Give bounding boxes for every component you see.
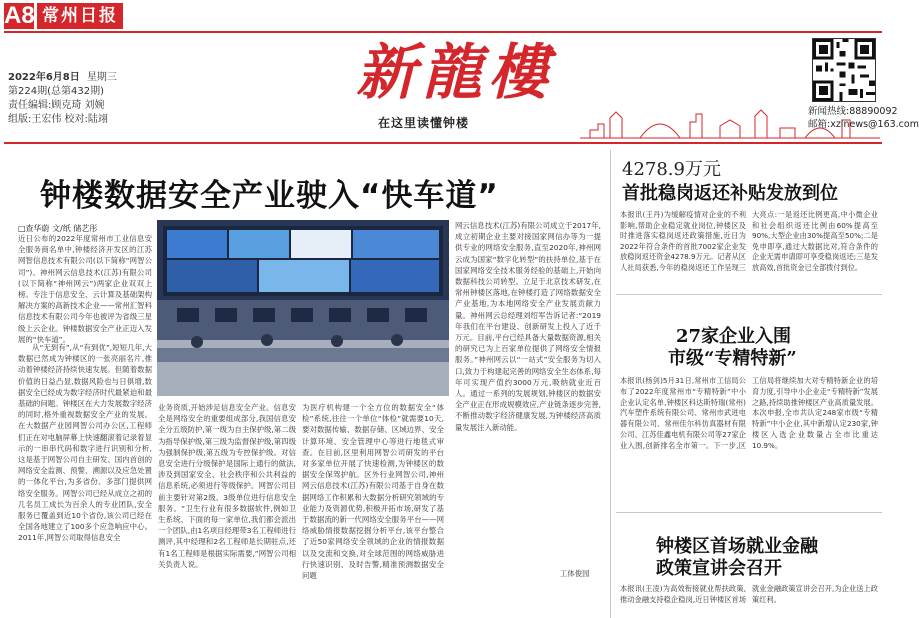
issue-weekday: 星期三 xyxy=(86,72,117,83)
article-end-credit: 工体俊园 xyxy=(560,569,590,578)
newspaper-name: 常州日报 xyxy=(37,3,123,29)
specialized-enterprises-headline-2: 市级“专精特新” xyxy=(668,348,797,369)
right-story-divider-2 xyxy=(616,512,882,513)
control-room-photo xyxy=(157,220,449,396)
masthead-slogan: 在这里读懂钟楼 xyxy=(378,116,470,130)
employment-finance-headline-2: 政策宣讲会召开 xyxy=(656,558,782,579)
issue-date-line xyxy=(8,68,117,83)
right-story-divider-1 xyxy=(616,294,882,295)
issue-date: 2022年6月8日 xyxy=(8,72,80,83)
masthead-divider xyxy=(4,142,882,144)
subsidy-headline: 首批稳岗返还补贴发放到位 xyxy=(622,183,838,204)
article-column-3: 为医疗机构建一个全方位的数据安全“体检”系统,往往一个单位“体检”就需要10天,要对数据传输、数据存储、区域边界、安全计算环境、安全管理中心等进行地毯式审查。在目前,区里利用网智公司研发的平台对多家单位开展了快速检测,为钟楼区的数据安全保驾护航。区外行业网智公司,神州网云信息技术(江苏)有限公司基于自身在数据网络工作积累和大数据分析研究领域的专业能力及资源优势,积极开拓市场,研发了基于数据流的新一代网络安全服务平台——网络威胁情报数据挖掘分析平台,该平台整合了近50家网络安全领域的企业的情报数据以及交流和交换,对全球范围的网络威胁进行快速识别、及时告警,精准预测数据安全问题 xyxy=(302,403,444,581)
main-headline: 钟楼数据安全产业驶入“快车道” xyxy=(40,178,499,214)
qr-code xyxy=(812,38,876,102)
specialized-enterprises-body: 本报讯(杨剑)5月31日,常州市工信局公布了2022年度常州市“专精特新”中小企业认定名单,钟楼区科达斯特瑞(常州)汽车塑件系统有限公司、常州市武进电器有限公司、常州佳尔科仿真器材有限公司、江苏佳鑫电机有限公司等27家企业入围,创新排名全市第一。下一步,区工信局将继续加大对专精特新企业的培育力度,引导中小企业走“专精特新”发展之路,持续助推钟楼区产业高质量发展。本次申报,全市共认定248家市级“专精特新”中小企业,其中新增认定230家,钟楼区入选企业数量占全市比重达10.9%。 xyxy=(620,376,878,450)
layout-credit: 组版:王宏伟 校对:陆翊 xyxy=(8,114,108,125)
article-column-1-top: 近日公布的2022年度常州市工业信息安全服务商名单中,钟楼经济开发区的江苏网智信息技术有限公司(以下简称“网智公司”)、神州网云信息技术(江苏)有限公司(以下简称“神州网云”)两家企业双双上榜。专注于信息安全、云计算及基础架构解决方案的高新技术企业——常州汇智科信息技术有限公司今年也被评为省级三星级上云企业。钟楼数据安全产业正迈入发展的“快车道”。 xyxy=(18,234,152,344)
main-byline: □查华蔚 文/纸 储艺彤 xyxy=(18,224,98,233)
contact-email: 邮箱:xzlnews@163.com xyxy=(808,119,919,130)
news-hotline: 新闻热线:88890092 xyxy=(808,106,898,117)
specialized-enterprises-headline-1: 27家企业入围 xyxy=(676,326,792,347)
article-column-2: 业务资质,开始涉足信息安全产业。信息安全是网络安全的重要组成部分,我国信息安全分五级防护,第一级为自主保护级,第二级为指导保护级,第三级为监督保护级,第四级为强制保护级,第五级为专控保护级。对信息安全进行分级保护是国际上通行的做法,涉及到国家安全、社会秩序和公共利益的信息系统,必须进行等级保护。网智公司目前主要针对第2级、3级单位进行信息安全服务。“卫生行业有很多数据软件,例如卫生系统、下面的每一家单位,我们都会派出一个团队,由1名项目经理带3名工程师进行测评,其中经理和2名工程师是长期驻点,还有1名工程师是根据实际需要,”网智公司相关负责人说。 xyxy=(158,403,296,569)
right-column-divider xyxy=(610,150,611,618)
masthead-logo: 新龍樓 xyxy=(356,38,554,108)
subsidy-article-body: 本报讯(王丹)为缓解疫情对企业的不利影响,帮助企业稳定就业岗位,钟楼区及时推进落实稳岗返还政策措施,近日为2022年符合条件的首批7002家企业发放稳岗返还资金4278.9万元。记者从区人社局获悉,今年的稳岗返还工作呈现三大亮点:一是返还比例更高,中小微企业和社会组织返还比例由60%提高至90%,大型企业由30%提高至50%;二是免申即享,通过大数据比对,符合条件的企业无需申请即可享受稳岗返还;三是发放高效,首批资金已全部拨付到位。 xyxy=(620,210,878,272)
article-column-4: 网云信息技术(江苏)有限公司成立于2017年,成立初期企业主要对接国家网信办等为一提供专业的网络安全服务,直至2020年,神州网云成为国家“数字化转型”的扶持单位,基于在国家网络安全技术服务经验的基础上,开始向数据科技公司转型。立足于北京技术研发,在常州钟楼区落地,在钟楼打造了网络数据安全产业基地,为本地网络安全产业发展贡献力量。神州网云总经理刘绍军告诉记者:“2019年我们在平台建设、创新研发上投入了近千万元。目前,平台已经具备大量数据资源,相关的研究已为上百家单位提供了网络安全情报服务。”神州网云以“一站式”安全服务为切入口,致力于构建起完善的网络安全生态体系,每年可实现产值约3000万元,吸纳就业近百人。通过一系列的发展规划,钟楼区的数据安全产业正在形成规模效应,产业链条逐步完善,不断推动数字经济健康发展,为钟楼经济高质量发展注入新动能。 xyxy=(455,221,601,432)
employment-finance-body: 本报讯(王凌)为高效衔接就业帮扶政策,推动金融支持稳企稳岗,近日钟楼区首场就业金融政策宣讲会召开,为企业送上政策红利。 xyxy=(620,584,878,604)
issue-number: 第224期(总第432期) xyxy=(8,86,104,97)
employment-finance-headline-1: 钟楼区首场就业金融 xyxy=(656,536,818,557)
editor-credit: 责任编辑:顾克琦 刘婉 xyxy=(8,100,105,111)
page-number-badge: A8 xyxy=(4,2,35,29)
article-column-1-bottom: 从“无到有”,从“有到优”,短短几年,大数据已然成为钟楼区的一张亮丽名片,推动着钟楼经济持续快速发展。但随着数据价值的日益凸显,数据风险也与日俱增,数据安全已经成为数字经济时代最紧迫和最基础的问题。钟楼区在大力发展数字经济的同时,格外重视数据安全产业的发展。在大数据产业园网智公司办公区,工程师们正在对电脑屏幕上快速翻滚着记录着显示的一串串代码和数字进行识别和分析,这是基于网智公司自主研发、国内首创的网络安全监测、预警、溯源以及应急处置的一体化平台,为多省份、多部门提供网络安全服务。网智公司已经从成立之初的几名员工成长为百余人的专业团队,安全服务已覆盖到近10个省份,该公司已经在全国各地建立了100多个应急响应中心。2011年,网智公司取得信息安全 xyxy=(18,343,152,543)
subsidy-amount: 4278.9万元 xyxy=(622,159,721,180)
top-divider xyxy=(4,31,882,33)
